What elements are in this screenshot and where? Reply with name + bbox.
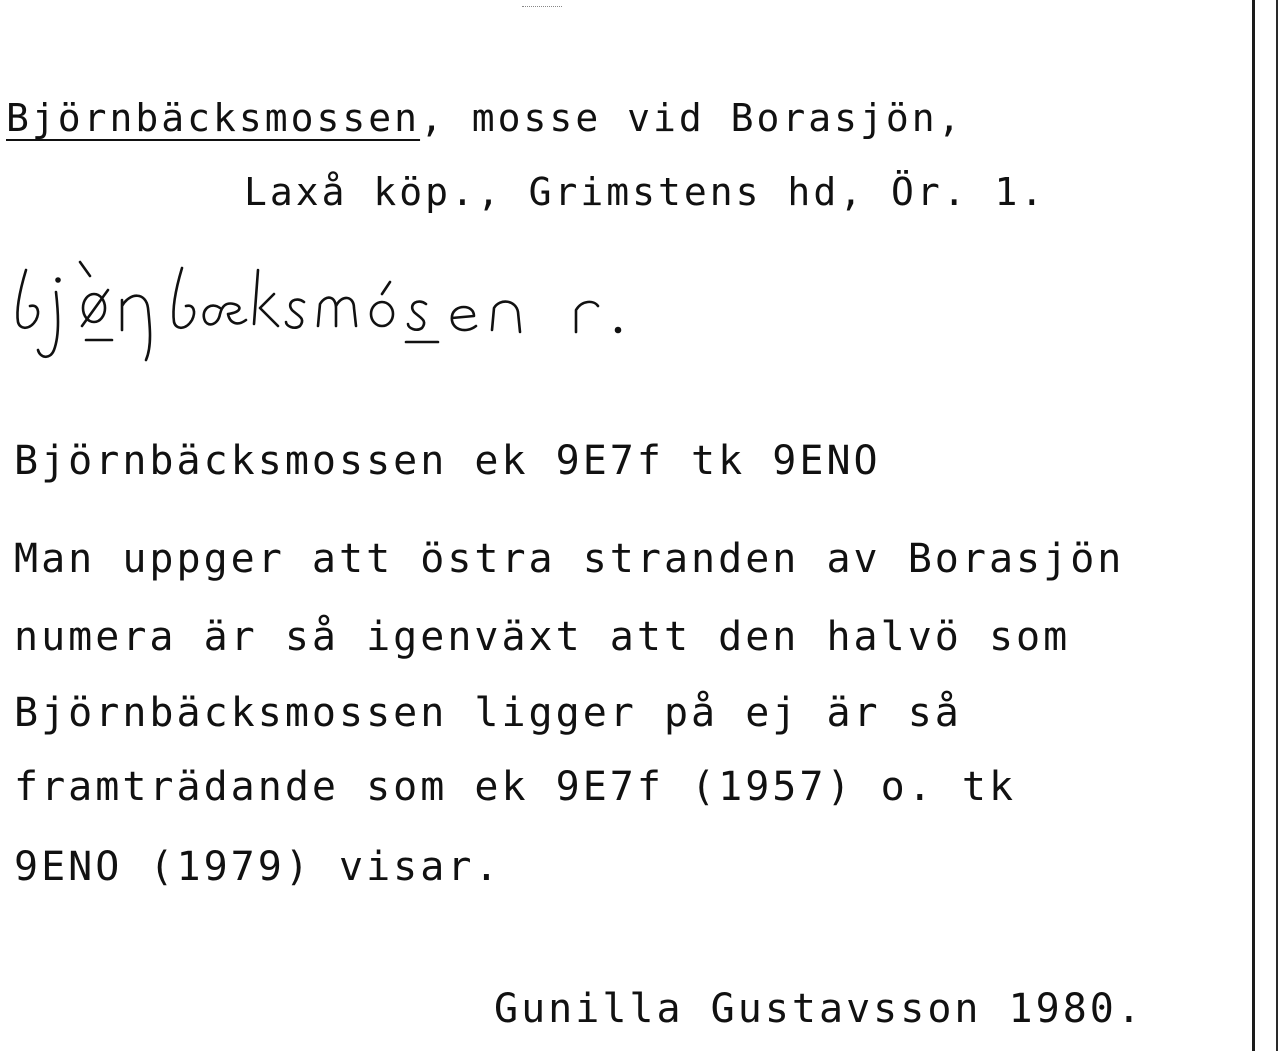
handwritten-pronunciation (6, 250, 646, 370)
note-line-5: 9ENO (1979) visar. (14, 844, 502, 890)
note-line-1: Man uppger att östra stranden av Borasjön (14, 536, 1125, 582)
card-edge-line (1252, 0, 1255, 1051)
note-line-4: framträdande som ek 9E7f (1957) o. tk (14, 764, 1017, 810)
note-line-3: Björnbäcksmossen ligger på ej är så (14, 690, 962, 736)
headword-description: , mosse vid Borasjön, (420, 96, 964, 140)
map-references: Björnbäcksmossen ek 9E7f tk 9ENO (14, 438, 881, 484)
card-edge-line-outer (1276, 0, 1278, 1051)
handwritten-pronunciation-drawing (6, 250, 646, 370)
headword-name: Björnbäcksmossen (6, 96, 421, 140)
note-line-2: numera är så igenväxt att den halvö som (14, 614, 1071, 660)
headword-line (6, 96, 963, 140)
location-line: Laxå köp., Grimstens hd, Ör. 1. (244, 170, 1047, 214)
scan-artifact (522, 6, 562, 9)
signature-line: Gunilla Gustavsson 1980. (494, 986, 1144, 1032)
